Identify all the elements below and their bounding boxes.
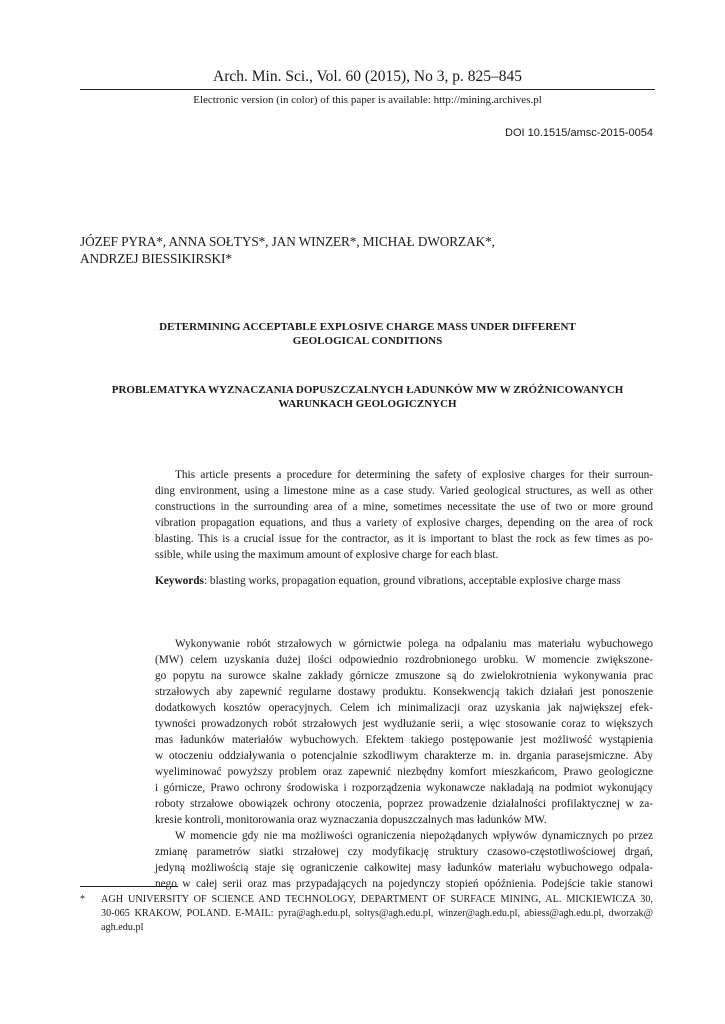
title-line: WARUNKACH GEOLOGICZNYCH: [278, 398, 457, 410]
abstract-line: vibration propagation equations, and thus a variety of explosive charges, depending on the area of rock: [155, 517, 653, 529]
body-line: tywności prowadzonych robót strzałowych jest wydłużanie serii, a więc stosowanie coraz to większych: [155, 718, 653, 730]
title-english: [80, 320, 655, 348]
abstract-line: ssible, while using the maximum amount of explosive charge for each blast.: [155, 549, 499, 561]
body-line: w otoczeniu oddziaływania o potencjalnie szkodliwym charakterze m. in. drgania parasejsmiczne. Aby: [155, 750, 653, 762]
body-line: strzałowych aby zapewnić regularne dostawy produktu. Konsekwencją takich działań jest ponoszenie: [155, 686, 653, 698]
title-line: PROBLEMATYKA WYZNACZANIA DOPUSZCZALNYCH ŁADUNKÓW MW W ZRÓŻNICOWANYCH: [111, 384, 624, 396]
body-line: zmianę parametrów siatki strzałowej czy modyfikację struktury czasowo-częstotliwościowej drgań,: [155, 846, 653, 858]
title-polish: [80, 383, 655, 411]
body-line: go popytu na surowce skalne zakłady górnicze zmuszone są do zwielokrotnienia wykonywania prac: [155, 670, 653, 682]
footnote-text: [101, 893, 653, 935]
body-line: (MW) celem uzyskania dużej ilości odpowiednio rozdrobnionego urobku. W momencie zwiększone-: [155, 654, 653, 666]
doi: DOI 10.1515/amsc-2015-0054: [505, 127, 653, 139]
author-line: ANDRZEJ BIESSIKIRSKI*: [80, 251, 232, 266]
abstract-line: constructions in the surrounding area of a mine, sometimes necessitate the use of two or more ground: [155, 501, 653, 513]
electronic-version-note: Electronic version (in color) of this paper is available: http://mining.archives.pl: [193, 94, 542, 106]
body-line: i górnicze, Prawo ochrony środowiska i rozporządzenia wykonawcze nakładają na podmiot wykonujący: [155, 782, 653, 794]
body-line: wyeliminować powyższy problem oraz zapewnić niezbędny komfort mieszkańcom, Prawo geologiczne: [155, 766, 653, 778]
body-line: jedyną możliwością staje się ograniczenie całkowitej masy ładunków materiału wybuchowego odpala-: [155, 862, 653, 874]
body-line: dodatkowych kosztów operacyjnych. Celem ich minimalizacji oraz uzyskania jak największej efek-: [155, 702, 653, 714]
body-line: mas ładunków materiałów wybuchowych. Efektem takiego postępowanie jest możliwość wystąpienia: [155, 734, 653, 746]
footnote-line: 30-065 KRAKOW, POLAND. E-MAIL: pyra@agh.edu.pl, soltys@agh.edu.pl, winzer@agh.edu.pl, abiess@agh.edu.pl, dworzak@: [101, 908, 653, 919]
body-line: W momencie gdy nie ma możliwości ograniczenia niepożądanych wpływów dynamicznych po przez: [175, 830, 653, 842]
body-line: nego w całej serii oraz mas przypadających na pojedynczy stopień opóźnienia. Podejście takie stanowi: [155, 878, 653, 890]
body-text: [155, 636, 653, 892]
journal-citation: Arch. Min. Sci., Vol. 60 (2015), No 3, p. 825–845: [213, 68, 522, 85]
footnote-rule: [80, 886, 178, 887]
keywords-text: : blasting works, propagation equation, ground vibrations, acceptable explosive charge mass: [203, 575, 621, 587]
keywords: [155, 573, 653, 589]
abstract-line: This article presents a procedure for determining the safety of explosive charges for their surroun-: [175, 469, 653, 481]
title-line: DETERMINING ACCEPTABLE EXPLOSIVE CHARGE MASS UNDER DIFFERENT: [159, 321, 576, 333]
footnote-line: AGH UNIVERSITY OF SCIENCE AND TECHNOLOGY, DEPARTMENT OF SURFACE MINING, AL. MICKIEWICZA 30,: [101, 894, 653, 905]
body-line: kresie kontroli, monitorowania oraz wyznaczania dopuszczalnych mas ładunków MW.: [155, 814, 547, 826]
body-line: Wykonywanie robót strzałowych w górnictwie polega na odpalaniu mas materiału wybuchowego: [175, 638, 653, 650]
footnote-line: agh.edu.pl: [101, 922, 144, 933]
body-line: roboty strzałowe obowiązek ochrony otoczenia, poprzez prowadzenie działalności profilaktycznej w za-: [155, 798, 653, 810]
abstract: [155, 467, 653, 563]
author-list: [80, 233, 640, 267]
title-line: GEOLOGICAL CONDITIONS: [292, 335, 443, 347]
footnote-mark: *: [80, 894, 86, 905]
keywords-label: Keywords: [155, 575, 204, 587]
header-rule: [80, 89, 655, 90]
abstract-line: blasting. This is a crucial issue for the contractor, as it is important to blast the rock as few times as po-: [155, 533, 653, 545]
author-line: JÓZEF PYRA*, ANNA SOŁTYS*, JAN WINZER*, MICHAŁ DWORZAK*,: [80, 234, 495, 249]
abstract-line: ding environment, using a limestone mine as a case study. Varied geological structures, as well as other: [155, 485, 653, 497]
